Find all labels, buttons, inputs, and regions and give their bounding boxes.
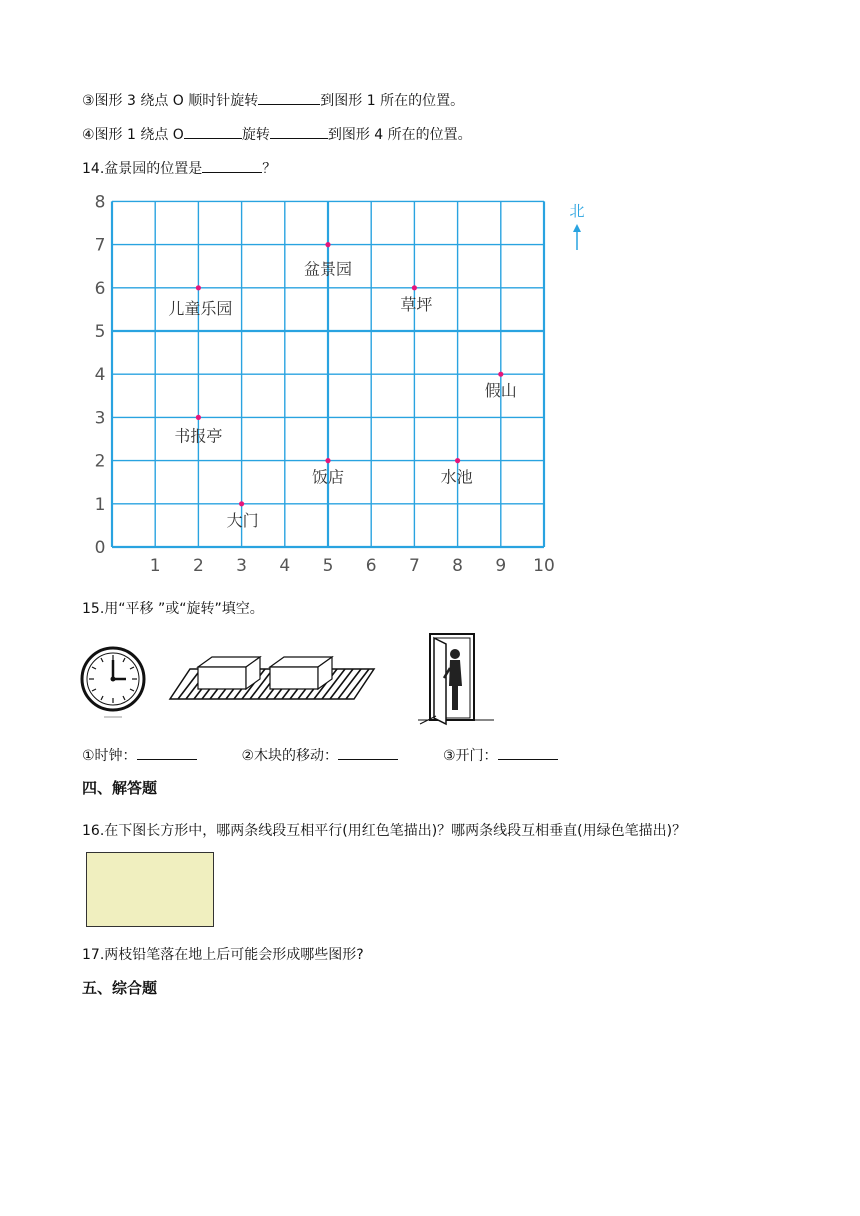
y-tick-label: 0 [94, 538, 106, 558]
answer-blank[interactable] [137, 745, 197, 760]
q17-question: 17.两枝铅笔落在地上后可能会形成哪些图形? [82, 947, 364, 963]
map-point [498, 372, 503, 377]
q13-item4-text-b: 旋转 [241, 127, 270, 143]
q14-question-text-a: 14.盆景园的位置是 [82, 161, 203, 177]
map-point [412, 285, 417, 290]
point-label: 水池 [440, 467, 473, 487]
point-label: 饭店 [311, 467, 345, 487]
x-tick-label: 3 [236, 556, 248, 576]
x-tick-label: 5 [322, 556, 334, 576]
sliding-blocks-image [168, 655, 376, 701]
q13-item3-text-b: 到图形 1 所在的位置。 [320, 93, 465, 109]
y-tick-label: 2 [94, 451, 106, 472]
north-label: 北 [569, 202, 585, 220]
answer-blank[interactable] [184, 124, 242, 139]
section4-heading: 四、解答题 [82, 779, 158, 797]
point-label: 假山 [484, 381, 517, 401]
q13-item3-text-a: ③图形 3 绕点 O 顺时针旋转 [82, 93, 259, 109]
y-tick-label: 4 [94, 365, 106, 386]
grid-lines [112, 201, 544, 547]
answer-blank[interactable] [498, 745, 558, 760]
q13-item4-text-a: ④图形 1 绕点 O [82, 127, 184, 143]
x-tick-label: 6 [365, 556, 377, 576]
x-tick-label: 2 [192, 556, 204, 576]
section5-heading: 五、综合题 [82, 979, 158, 997]
answer-blank[interactable] [338, 745, 398, 760]
q15-item3-label: ③开门： [442, 748, 498, 764]
clock-icon [80, 641, 148, 721]
y-tick-label: 6 [94, 278, 106, 299]
point-label: 大门 [226, 510, 259, 530]
wood-block-right [270, 657, 332, 689]
q15-answers [82, 745, 558, 765]
map-point [325, 458, 330, 463]
x-tick-label: 1 [149, 556, 161, 576]
x-tick-label: 8 [452, 556, 464, 576]
q13-item3 [82, 90, 464, 110]
x-tick-label: 7 [408, 556, 420, 576]
map-point [239, 501, 244, 506]
q13-item4-text-c: 到图形 4 所在的位置。 [327, 127, 472, 143]
point-label: 书报亭 [174, 426, 223, 446]
y-tick-label: 5 [94, 322, 106, 342]
q15-question: 15.用“平移 ”或“旋转”填空。 [82, 601, 264, 617]
map-point [196, 415, 201, 420]
y-tick-label: 1 [94, 494, 106, 515]
answer-blank[interactable] [270, 124, 328, 139]
q16-question: 16.在下图长方形中，哪两条线段互相平行(用红色笔描出)？哪两条线段互相垂直(用绿色笔描出)？ [82, 823, 687, 839]
q15-item2-label: ②木块的移动： [241, 748, 339, 764]
q14-question-text-b: ？ [262, 161, 277, 177]
q13-item4 [82, 124, 472, 144]
door-opening-image [416, 630, 496, 726]
coordinate-map-chart [80, 190, 610, 580]
y-tick-label: 7 [94, 235, 106, 256]
point-label: 草坪 [400, 294, 433, 314]
y-tick-label: 8 [94, 192, 106, 213]
x-tick-label: 9 [495, 556, 507, 576]
map-point [325, 242, 330, 247]
data-points [168, 242, 516, 530]
q14-question [82, 158, 276, 178]
q15-item1-label: ①时钟： [82, 748, 137, 764]
north-arrowhead-icon [573, 224, 581, 232]
rectangle-figure [86, 852, 214, 927]
answer-blank[interactable] [202, 158, 262, 173]
y-tick-label: 3 [94, 408, 106, 429]
answer-blank[interactable] [258, 90, 320, 105]
x-tick-label: 10 [533, 556, 555, 576]
x-tick-label: 4 [279, 556, 291, 576]
map-point [455, 458, 460, 463]
point-label: 盆景园 [303, 259, 353, 279]
wood-block-left [198, 657, 260, 689]
north-indicator [569, 202, 584, 250]
point-label: 儿童乐园 [168, 298, 233, 318]
map-point [196, 285, 201, 290]
